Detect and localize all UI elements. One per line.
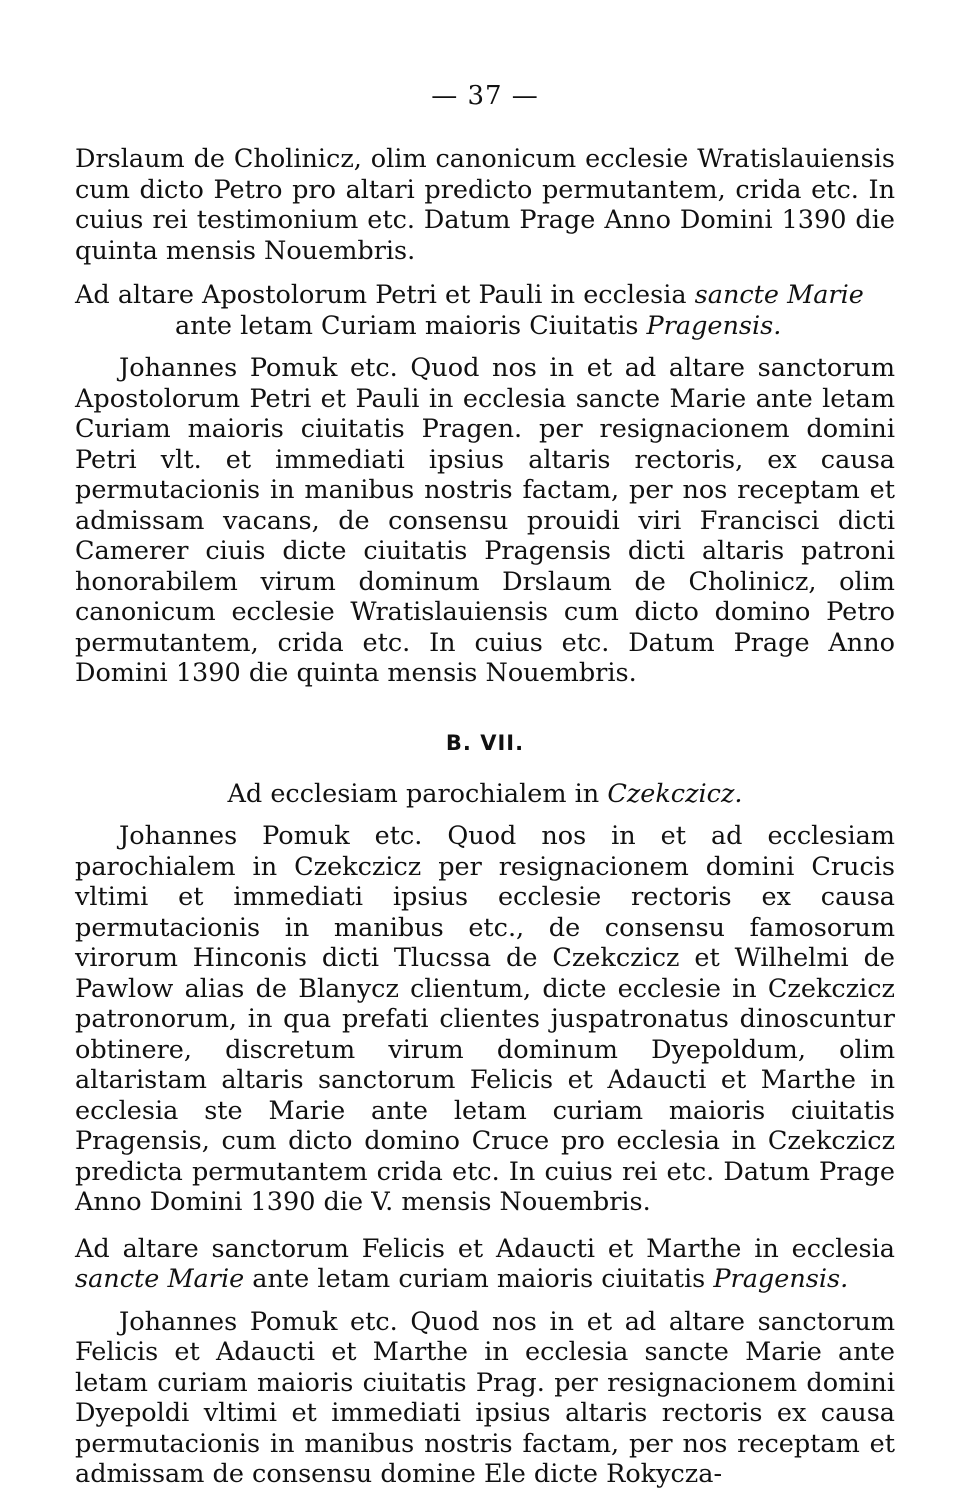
section-heading-altar-felicis: [75, 1234, 895, 1295]
paragraph-entry: Johannes Pomuk etc. Quod nos in et ad altare sanctorum Apostolorum Petri et Pauli in ecclesia sancte Marie ante letam Curiam maioris ciuitatis Pragen. per resignacionem domini Petri vlt. et immediati ipsius altaris rectoris, ex causa permutacionis in manibus nostris factam, per nos receptam et admissam vacans, de consensu prouidi viri Francisci dicti Camerer ciuis dicte ciuitatis Pragensis dicti altaris patroni honorabilem virum dominum Drslaum de Cholinicz, olim canonicum ecclesie Wratislauiensis cum dicto domino Petro permutantem, crida etc. In cuius etc. Datum Prage Anno Domini 1390 die quinta mensis Nouembris.: [75, 353, 895, 688]
page-number: — 37 —: [431, 81, 539, 111]
heading-italic: Pragensis.: [713, 1264, 849, 1294]
page-body: [75, 80, 895, 1490]
section-mark: B. VII.: [445, 730, 525, 755]
heading-text: Ad altare Apostolorum Petri et Pauli in ecclesia: [75, 280, 695, 310]
heading-text: Ad altare sanctorum Felicis et Adaucti et Marthe in ecclesia: [75, 1233, 895, 1264]
section-heading-altar-apostles: [75, 280, 895, 341]
section-heading-parish-church: [75, 779, 895, 810]
paragraph-entry: Johannes Pomuk etc. Quod nos in et ad ecclesiam parochialem in Czekczicz per resignacionem domini Crucis vltimi et immediati ipsius ecclesie rectoris ex causa permutacionis in manibus etc., de consensu famosorum virorum Hinconis dicti Tlucssa de Czekczicz et Wilhelmi de Pawlow alias de Blanycz clientum, dicte ecclesie in Czekczicz patronorum, in qua prefati clientes juspatronatus dinoscuntur obtinere, discretum virum dominum Dyepoldum, olim altaristam altaris sanctorum Felicis et Adaucti et Marthe in ecclesia ste Marie ante letam curiam maioris ciuitatis Pragensis, cum dicto domino Cruce pro ecclesia in Czekczicz predicta permutantem crida etc. In cuius rei etc. Datum Prage Anno Domini 1390 die V. mensis Nouembris.: [75, 821, 895, 1217]
heading-italic: sancte Marie: [694, 280, 864, 310]
heading-italic: Czekczicz.: [607, 778, 743, 809]
heading-text: ante letam Curiam maioris Ciuitatis: [175, 310, 647, 341]
heading-italic: sancte Marie: [75, 1264, 245, 1294]
paragraph-entry: Johannes Pomuk etc. Quod nos in et ad altare sanctorum Felicis et Adaucti et Marthe in ecclesia sancte Marie ante letam curiam maioris ciuitatis Prag. per resignacionem domini Dyepoldi vltimi et immediati ipsius altaris rectoris ex causa permutacionis in manibus nostris factam, per nos receptam et admissam de consensu domine Ele dicte Rokycza-: [75, 1306, 895, 1489]
heading-text: Ad ecclesiam parochialem in: [227, 778, 608, 809]
heading-italic: Pragensis.: [646, 310, 782, 341]
paragraph-continuation: Drslaum de Cholinicz, olim canonicum ecclesie Wratislauiensis cum dicto Petro pro altari predicto permutantem, crida etc. In cuius rei testimonium etc. Datum Prage Anno Domini 1390 die quinta mensis Nouembris.: [75, 144, 895, 266]
heading-text: ante letam curiam maioris ciuitatis: [244, 1264, 714, 1294]
